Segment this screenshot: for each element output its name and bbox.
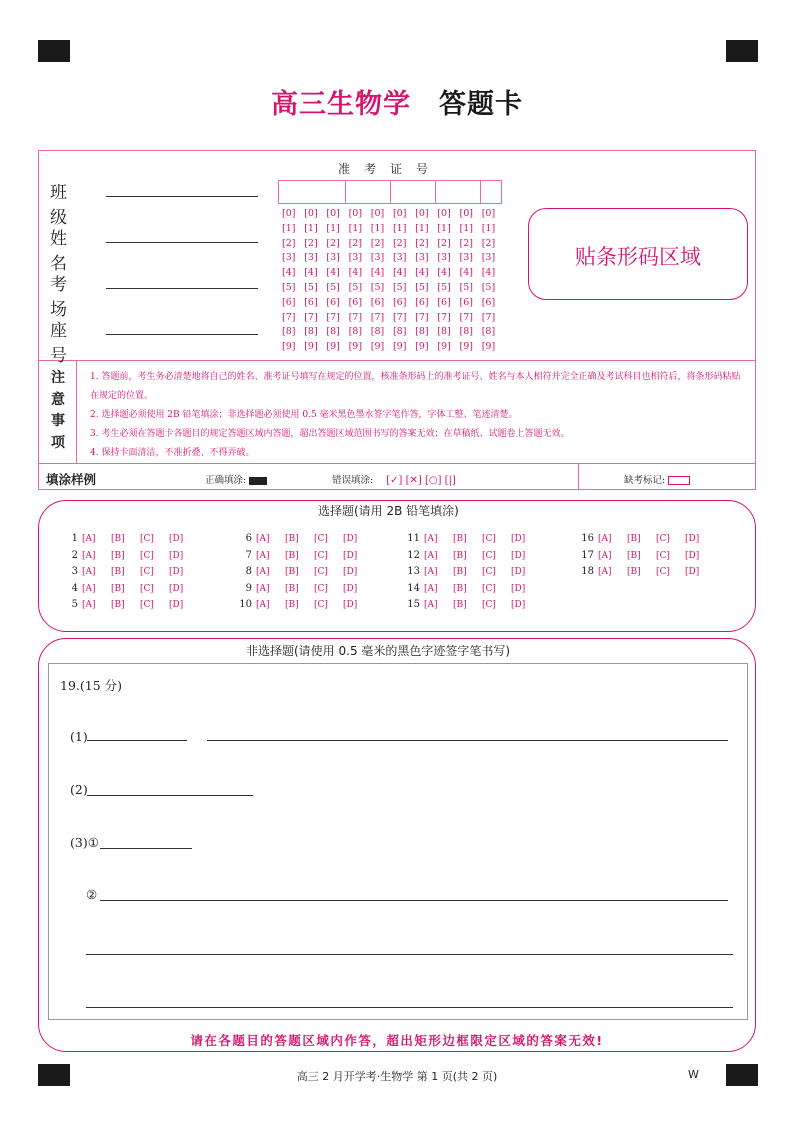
question-number: 12 xyxy=(407,549,420,561)
notes-heading-char: 事 xyxy=(51,413,65,429)
digit-bubble[interactable]: [5] xyxy=(282,281,296,293)
digit-bubble[interactable]: [5] xyxy=(437,281,451,293)
notes-list xyxy=(90,368,748,463)
digit-bubble[interactable]: [3] xyxy=(392,252,407,264)
digit-bubble[interactable]: [8] xyxy=(392,326,407,338)
option-bubble[interactable]: [D] xyxy=(169,567,184,577)
digit-bubble[interactable]: [7] xyxy=(304,311,318,323)
choice-question-row xyxy=(62,564,198,581)
option-bubble[interactable]: [D] xyxy=(169,550,184,561)
question-number: 9 xyxy=(245,582,252,594)
notes-heading-char: 项 xyxy=(51,434,65,451)
option-bubble[interactable]: [C] xyxy=(140,583,154,594)
option-bubble[interactable]: [D] xyxy=(511,583,526,594)
choice-question-row xyxy=(404,564,540,581)
digit-bubble[interactable]: [8] xyxy=(370,326,385,338)
question-number: 18 xyxy=(581,566,594,577)
barcode-label: 贴条形码区域 xyxy=(575,245,701,269)
option-bubble[interactable]: [D] xyxy=(343,583,358,594)
option-bubble[interactable]: [B] xyxy=(627,534,641,544)
wrong-fill xyxy=(332,472,456,486)
seat-label: 座 号 xyxy=(50,321,85,366)
digit-bubble[interactable]: [4] xyxy=(392,267,407,279)
digit-bubble[interactable]: [7] xyxy=(326,311,340,323)
digit-bubble[interactable]: [5] xyxy=(348,281,363,293)
choice-section-title: 选择题(请用 2B 铅笔填涂) xyxy=(310,502,467,519)
digit-bubble[interactable]: [9] xyxy=(348,341,363,353)
digit-bubble[interactable]: [2] xyxy=(348,237,363,249)
digit-bubble[interactable]: [8] xyxy=(415,326,429,338)
option-bubble[interactable]: [B] xyxy=(285,534,299,544)
digit-bubble[interactable]: [1] xyxy=(282,222,296,234)
part-1-label: (1) xyxy=(70,729,88,744)
digit-row xyxy=(282,311,504,326)
seat-row xyxy=(50,316,106,366)
option-bubble[interactable]: [A] xyxy=(424,583,438,594)
wrong-fill-label: 错误填涂: xyxy=(332,475,374,486)
option-bubble[interactable]: [B] xyxy=(453,534,467,544)
digit-bubble[interactable]: [3] xyxy=(481,252,496,264)
answer-line-1a[interactable] xyxy=(87,726,187,741)
option-bubble[interactable]: [C] xyxy=(482,583,496,594)
option-bubble[interactable]: [A] xyxy=(424,600,438,610)
notes-heading-char: 意 xyxy=(51,391,65,408)
exam-id-digit-grid[interactable] xyxy=(282,207,504,355)
answer-line-1b[interactable] xyxy=(207,726,728,741)
option-bubble[interactable]: [B] xyxy=(285,583,299,594)
room-row xyxy=(50,270,106,320)
digit-bubble[interactable]: [9] xyxy=(326,341,340,353)
digit-bubble[interactable]: [5] xyxy=(392,281,407,293)
option-bubble[interactable]: [A] xyxy=(82,600,96,610)
digit-bubble[interactable]: [8] xyxy=(348,326,363,338)
option-bubble[interactable]: [A] xyxy=(82,550,96,561)
choice-question-row xyxy=(236,597,372,614)
choice-question-row xyxy=(404,531,540,548)
option-bubble[interactable]: [A] xyxy=(82,567,96,577)
digit-bubble[interactable]: [6] xyxy=(415,296,429,308)
question-number: 19.(15 分) xyxy=(60,678,123,693)
digit-bubble[interactable]: [0] xyxy=(481,208,496,219)
option-bubble[interactable]: [A] xyxy=(598,567,612,577)
option-bubble[interactable]: [D] xyxy=(169,534,184,544)
option-bubble[interactable]: [D] xyxy=(511,534,526,544)
digit-bubble[interactable]: [6] xyxy=(304,296,318,308)
option-bubble[interactable]: [A] xyxy=(424,534,438,544)
option-bubble[interactable]: [B] xyxy=(453,600,467,610)
choice-question-row xyxy=(578,548,714,565)
digit-bubble[interactable]: [2] xyxy=(282,237,296,249)
option-bubble[interactable]: [C] xyxy=(140,534,154,544)
option-bubble[interactable]: [D] xyxy=(511,567,526,577)
digit-row xyxy=(282,281,504,296)
option-bubble[interactable]: [D] xyxy=(685,567,700,577)
footer-code: W xyxy=(688,1068,699,1081)
answer-line-3a[interactable] xyxy=(100,834,192,849)
answer-line-3b[interactable] xyxy=(100,886,728,901)
option-bubble[interactable]: [D] xyxy=(685,534,700,544)
barcode-area xyxy=(528,208,748,300)
choice-question-row xyxy=(404,548,540,565)
question-number: 2 xyxy=(71,549,78,561)
digit-row xyxy=(282,266,504,281)
option-bubble[interactable]: [C] xyxy=(314,550,328,561)
option-bubble[interactable]: [C] xyxy=(482,534,496,544)
digit-bubble[interactable]: [9] xyxy=(392,341,407,353)
name-row xyxy=(50,224,106,274)
digit-bubble[interactable]: [8] xyxy=(304,326,318,338)
option-bubble[interactable]: [A] xyxy=(256,534,270,544)
divider xyxy=(578,463,579,490)
note-item: 1. 答题前，考生务必清楚地将自己的姓名、准考证号填写在规定的位置，核准条形码上的准考证号、姓名与本人相符并完全正确及考试科目也相符后，将条形码粘贴在规定的位置。 xyxy=(90,372,741,401)
digit-row xyxy=(282,207,504,222)
choice-question-row xyxy=(236,564,372,581)
digit-bubble[interactable]: [8] xyxy=(282,326,296,338)
option-bubble[interactable]: [D] xyxy=(169,600,184,610)
digit-bubble[interactable]: [5] xyxy=(459,281,473,293)
option-bubble[interactable]: [B] xyxy=(285,550,299,561)
question-number: 17 xyxy=(581,549,594,561)
room-label: 考 场 xyxy=(50,275,85,320)
digit-bubble[interactable]: [0] xyxy=(370,208,385,219)
digit-row xyxy=(282,237,504,252)
option-bubble[interactable]: [A] xyxy=(424,567,438,577)
digit-bubble[interactable]: [0] xyxy=(415,208,429,219)
digit-bubble[interactable]: [4] xyxy=(370,267,385,279)
part-2-label: (2) xyxy=(70,782,88,797)
digit-bubble[interactable]: [0] xyxy=(326,208,340,219)
option-bubble[interactable]: [B] xyxy=(111,567,125,577)
option-bubble[interactable]: [D] xyxy=(511,550,526,561)
option-bubble[interactable]: [B] xyxy=(111,583,125,594)
choice-question-row xyxy=(62,581,198,598)
digit-bubble[interactable]: [8] xyxy=(459,326,473,338)
question-number: 14 xyxy=(407,582,420,594)
option-bubble[interactable]: [C] xyxy=(482,567,496,577)
option-bubble[interactable]: [B] xyxy=(285,567,299,577)
part-3-label: (3)① xyxy=(70,835,99,850)
digit-bubble[interactable]: [2] xyxy=(304,237,318,249)
digit-bubble[interactable]: [4] xyxy=(437,267,451,279)
question-number: 10 xyxy=(239,599,252,610)
title-subject: 高三生物学 xyxy=(271,89,411,120)
digit-bubble[interactable]: [1] xyxy=(437,222,451,234)
option-bubble[interactable]: [A] xyxy=(598,534,612,544)
digit-row xyxy=(282,340,504,355)
digit-bubble[interactable]: [9] xyxy=(415,341,429,353)
correct-fill-label: 正确填涂: xyxy=(205,475,247,486)
correct-fill xyxy=(205,472,267,486)
digit-bubble[interactable]: [4] xyxy=(304,267,318,279)
digit-bubble[interactable]: [6] xyxy=(437,296,451,308)
question-number: 16 xyxy=(581,533,594,544)
digit-bubble[interactable]: [2] xyxy=(392,237,407,249)
question-number: 7 xyxy=(245,549,252,561)
absent-mark xyxy=(624,472,690,486)
option-bubble[interactable]: [C] xyxy=(656,567,670,577)
digit-bubble[interactable]: [1] xyxy=(370,222,385,234)
option-bubble[interactable]: [D] xyxy=(343,550,358,561)
question-number: 3 xyxy=(71,566,78,577)
divider xyxy=(38,463,756,464)
divider xyxy=(76,360,77,463)
answer-area-warning: 请在各题目的答题区域内作答，超出矩形边框限定区域的答案无效! xyxy=(190,1033,604,1048)
option-bubble[interactable]: [B] xyxy=(111,600,125,610)
option-bubble[interactable]: [B] xyxy=(453,583,467,594)
digit-bubble[interactable]: [5] xyxy=(370,281,385,293)
notes-heading xyxy=(44,368,72,454)
digit-bubble[interactable]: [0] xyxy=(392,208,407,219)
option-bubble[interactable]: [D] xyxy=(343,567,358,577)
choice-question-row xyxy=(236,531,372,548)
note-item: 4. 保持卡面清洁，不准折叠、不得弄破。 xyxy=(90,448,255,458)
question-number: 6 xyxy=(245,533,252,544)
option-bubble[interactable]: [B] xyxy=(627,550,641,561)
wrong-fill-examples-icon: [✓] [✕] [○] [|] xyxy=(386,475,456,486)
room-field[interactable] xyxy=(106,288,258,289)
digit-bubble[interactable]: [3] xyxy=(415,252,429,264)
digit-bubble[interactable]: [5] xyxy=(326,281,340,293)
digit-bubble[interactable]: [2] xyxy=(326,237,340,249)
digit-bubble[interactable]: [6] xyxy=(481,296,496,308)
digit-bubble[interactable]: [7] xyxy=(415,311,429,323)
choice-column xyxy=(404,531,540,614)
option-bubble[interactable]: [A] xyxy=(424,550,438,561)
digit-bubble[interactable]: [1] xyxy=(415,222,429,234)
digit-bubble[interactable]: [5] xyxy=(415,281,429,293)
digit-bubble[interactable]: [6] xyxy=(282,296,296,308)
digit-row xyxy=(282,251,504,266)
digit-bubble[interactable]: [6] xyxy=(459,296,473,308)
option-bubble[interactable]: [C] xyxy=(314,567,328,577)
choice-question-row xyxy=(62,548,198,565)
notes-heading-char: 注 xyxy=(51,370,65,386)
question-number: 5 xyxy=(71,599,78,610)
page-title xyxy=(0,82,794,121)
absent-mark-box[interactable] xyxy=(668,476,690,485)
choice-question-row xyxy=(62,531,198,548)
filled-box-icon xyxy=(249,477,267,485)
option-bubble[interactable]: [C] xyxy=(656,534,670,544)
footer-page-info: 高三 2 月开学考·生物学 第 1 页(共 2 页) xyxy=(296,1070,498,1083)
option-bubble[interactable]: [B] xyxy=(453,567,467,577)
digit-bubble[interactable]: [7] xyxy=(437,311,451,323)
class-row xyxy=(50,178,106,228)
digit-bubble[interactable]: [1] xyxy=(348,222,363,234)
digit-bubble[interactable]: [5] xyxy=(304,281,318,293)
exam-id-label: 准考证号 xyxy=(337,162,442,176)
option-bubble[interactable]: [D] xyxy=(343,600,358,610)
digit-bubble[interactable]: [2] xyxy=(437,237,451,249)
digit-bubble[interactable]: [9] xyxy=(437,341,451,353)
nonchoice-section-title: 非选择题(请使用 0.5 毫米的黑色字迹签字笔书写) xyxy=(238,642,518,659)
digit-bubble[interactable]: [7] xyxy=(370,311,385,323)
digit-bubble[interactable]: [6] xyxy=(392,296,407,308)
question-number: 1 xyxy=(71,533,78,544)
digit-row xyxy=(282,222,504,237)
corner-mark-top-left xyxy=(38,40,70,62)
option-bubble[interactable]: [A] xyxy=(82,583,96,594)
name-field[interactable] xyxy=(106,242,258,243)
choice-question-row xyxy=(236,548,372,565)
digit-bubble[interactable]: [9] xyxy=(370,341,385,353)
option-bubble[interactable]: [A] xyxy=(256,567,270,577)
digit-bubble[interactable]: [4] xyxy=(415,267,429,279)
digit-bubble[interactable]: [9] xyxy=(282,341,296,353)
digit-bubble[interactable]: [7] xyxy=(348,311,363,323)
digit-bubble[interactable]: [2] xyxy=(415,237,429,249)
digit-bubble[interactable]: [3] xyxy=(282,252,296,264)
digit-bubble[interactable]: [0] xyxy=(348,208,363,219)
digit-bubble[interactable]: [6] xyxy=(326,296,340,308)
digit-bubble[interactable]: [1] xyxy=(304,222,318,234)
option-bubble[interactable]: [C] xyxy=(140,550,154,561)
digit-bubble[interactable]: [7] xyxy=(282,311,296,323)
digit-bubble[interactable]: [6] xyxy=(348,296,363,308)
digit-bubble[interactable]: [3] xyxy=(437,252,451,264)
digit-bubble[interactable]: [0] xyxy=(304,208,318,219)
option-bubble[interactable]: [D] xyxy=(511,600,526,610)
class-label: 班 级 xyxy=(50,183,85,228)
digit-bubble[interactable]: [7] xyxy=(481,311,496,323)
exam-id-boxes[interactable] xyxy=(278,180,502,204)
note-item: 2. 选择题必须使用 2B 铅笔填涂；非选择题必须使用 0.5 毫米黑色墨水签字笔作答，字体工整、笔迹清楚。 xyxy=(90,410,518,420)
digit-row xyxy=(282,296,504,311)
choice-question-row xyxy=(404,597,540,614)
digit-bubble[interactable]: [9] xyxy=(481,341,496,353)
option-bubble[interactable]: [B] xyxy=(111,534,125,544)
option-bubble[interactable]: [B] xyxy=(285,600,299,610)
choice-question-row xyxy=(578,564,714,581)
digit-bubble[interactable]: [5] xyxy=(481,281,496,293)
digit-bubble[interactable]: [6] xyxy=(370,296,385,308)
answer-line-3c[interactable] xyxy=(86,940,733,955)
digit-bubble[interactable]: [2] xyxy=(459,237,473,249)
option-bubble[interactable]: [C] xyxy=(140,600,154,610)
digit-bubble[interactable]: [0] xyxy=(459,208,473,219)
option-bubble[interactable]: [C] xyxy=(314,583,328,594)
class-field[interactable] xyxy=(106,196,258,197)
part-3b-label: ② xyxy=(86,887,98,902)
digit-bubble[interactable]: [3] xyxy=(304,252,318,264)
option-bubble[interactable]: [D] xyxy=(169,583,184,594)
question-number: 8 xyxy=(245,566,252,577)
option-bubble[interactable]: [C] xyxy=(656,550,670,561)
choice-question-row xyxy=(578,531,714,548)
answer-line-2[interactable] xyxy=(87,781,253,796)
digit-row xyxy=(282,325,504,340)
digit-bubble[interactable]: [3] xyxy=(459,252,473,264)
option-bubble[interactable]: [D] xyxy=(343,534,358,544)
divider xyxy=(38,360,756,361)
option-bubble[interactable]: [D] xyxy=(685,550,700,561)
digit-bubble[interactable]: [8] xyxy=(481,326,496,338)
digit-bubble[interactable]: [1] xyxy=(459,222,473,234)
option-bubble[interactable]: [B] xyxy=(453,550,467,561)
digit-bubble[interactable]: [7] xyxy=(459,311,473,323)
digit-bubble[interactable]: [8] xyxy=(437,326,451,338)
option-bubble[interactable]: [C] xyxy=(482,550,496,561)
option-bubble[interactable]: [B] xyxy=(111,550,125,561)
option-bubble[interactable]: [A] xyxy=(256,583,270,594)
choice-column xyxy=(236,531,372,614)
choice-question-row xyxy=(236,581,372,598)
digit-bubble[interactable]: [8] xyxy=(326,326,340,338)
digit-bubble[interactable]: [1] xyxy=(392,222,407,234)
choice-column xyxy=(578,531,714,581)
digit-bubble[interactable]: [0] xyxy=(437,208,451,219)
answer-line-3d[interactable] xyxy=(86,993,733,1008)
question-number: 11 xyxy=(407,533,420,544)
seat-field[interactable] xyxy=(106,334,258,335)
digit-bubble[interactable]: [1] xyxy=(481,222,496,234)
absent-mark-label: 缺考标记: xyxy=(624,475,666,486)
option-bubble[interactable]: [B] xyxy=(627,567,641,577)
option-bubble[interactable]: [C] xyxy=(482,600,496,610)
question-number: 4 xyxy=(71,582,78,594)
digit-bubble[interactable]: [3] xyxy=(348,252,363,264)
digit-bubble[interactable]: [4] xyxy=(326,267,340,279)
digit-bubble[interactable]: [3] xyxy=(326,252,340,264)
digit-bubble[interactable]: [4] xyxy=(282,267,296,279)
digit-bubble[interactable]: [9] xyxy=(459,341,473,353)
digit-bubble[interactable]: [4] xyxy=(481,267,496,279)
choice-column xyxy=(62,531,198,614)
choice-question-row xyxy=(62,597,198,614)
digit-bubble[interactable]: [4] xyxy=(459,267,473,279)
title-card: 答题卡 xyxy=(439,89,523,120)
option-bubble[interactable]: [C] xyxy=(314,600,328,610)
digit-bubble[interactable]: [1] xyxy=(326,222,340,234)
option-bubble[interactable]: [A] xyxy=(82,534,96,544)
question-number: 13 xyxy=(407,566,420,577)
option-bubble[interactable]: [A] xyxy=(256,600,270,610)
question-number: 15 xyxy=(407,599,420,610)
digit-bubble[interactable]: [3] xyxy=(370,252,385,264)
digit-bubble[interactable]: [0] xyxy=(282,208,296,219)
note-item: 3. 考生必须在答题卡各题目的规定答题区域内答题，超出答题区域范围书写的答案无效；在草稿纸、试题卷上答题无效。 xyxy=(90,429,570,439)
option-bubble[interactable]: [A] xyxy=(598,550,612,561)
option-bubble[interactable]: [C] xyxy=(314,534,328,544)
digit-bubble[interactable]: [4] xyxy=(348,267,363,279)
choice-question-row xyxy=(404,581,540,598)
digit-bubble[interactable]: [2] xyxy=(370,237,385,249)
fill-sample-label: 填涂样例 xyxy=(46,472,97,487)
option-bubble[interactable]: [C] xyxy=(140,567,154,577)
option-bubble[interactable]: [A] xyxy=(256,550,270,561)
corner-mark-top-right xyxy=(726,40,758,62)
digit-bubble[interactable]: [9] xyxy=(304,341,318,353)
digit-bubble[interactable]: [7] xyxy=(392,311,407,323)
name-label: 姓 名 xyxy=(50,229,85,274)
digit-bubble[interactable]: [2] xyxy=(481,237,496,249)
